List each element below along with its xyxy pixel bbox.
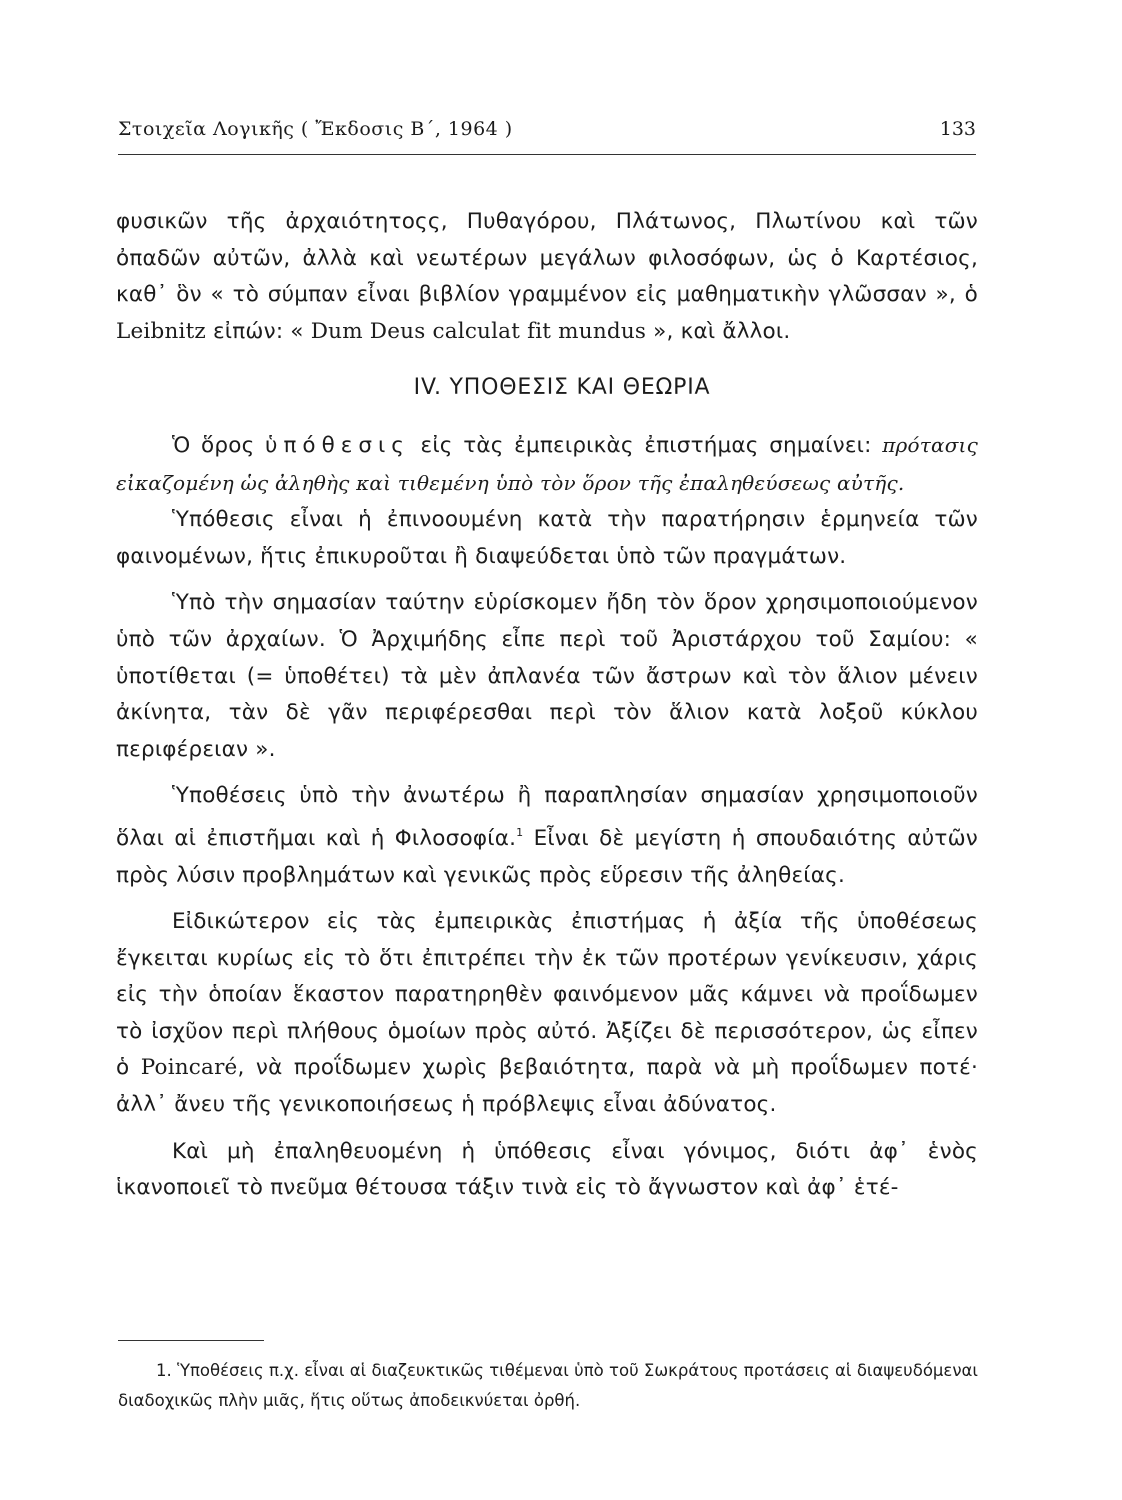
footnote-reference[interactable]: 1 — [516, 825, 524, 839]
paragraph-text: φυσικῶν τῆς ἀρχαιότητοςς, Πυθαγόρου, Πλάτωνος, Πλωτίνου καὶ τῶν ὀπαδῶν αὐτῶν, ἀλλὰ καὶ νεωτέρων μεγάλων φιλοσόφων, ὡς ὁ Καρτέσιος, καθ᾿ ὃν « τὸ σύμπαν εἶναι βιβλίον γραμμένον εἰς μαθηματικὴν γλῶσσαν », ὁ — [116, 209, 978, 308]
latin-quote: Dum Deus calculat fit mundus — [310, 318, 647, 344]
paragraph-text: εἰπών: « — [205, 318, 311, 344]
running-header — [118, 118, 976, 155]
footnote — [118, 1356, 978, 1416]
page-number: 133 — [939, 118, 976, 140]
section-heading: IV. ΥΠΟΘΕΣΙΣ ΚΑΙ ΘΕΩΡΙΑ — [413, 375, 711, 401]
main-text — [116, 204, 978, 1207]
paragraph-text: , νὰ προΐδωμεν χωρὶς βεβαιότητα, παρὰ νὰ μὴ προΐδωμεν ποτέ· ἀλλ᾿ ἄνευ τῆς γενικοποιήσεως ἡ πρόβλεψις εἶναι ἀδύνατος. — [116, 1055, 979, 1118]
running-title: Στοιχεῖα Λογικῆς ( Ἔκδοσις Β΄, 1964 ) — [118, 118, 513, 140]
paragraph-text: Ὑποθέσεις ὑπὸ τὴν ἀνωτέρω ἢ παραπλησίαν σημασίαν χρησιμοποιοῦν ὅλαι αἱ ἐπιστῆμαι καὶ ἡ Φιλοσοφία. — [116, 783, 978, 851]
name-poincare: Poincaré — [140, 1055, 238, 1081]
paragraph: Καὶ μὴ ἐπαληθευομένη ἡ ὑπόθεσις εἶναι γόνιμος, διότι ἀφ᾿ ἑνὸς ἱκανοποιεῖ τὸ πνεῦμα θέτουσα τάξιν τινὰ εἰς τὸ ἄγνωστον καὶ ἀφ᾿ ἑτέ- — [116, 1138, 978, 1201]
italic-definition: πρότασις εἰκαζομένη ὡς ἀληθὴς καὶ τιθεμένη ὑπὸ τὸν ὅρον τῆς ἐπαληθεύσεως αὐτῆς. — [116, 432, 978, 495]
footnote-text — [118, 1356, 978, 1416]
spaced-term: ὑπόθεσις — [265, 432, 410, 458]
paragraph — [116, 904, 978, 1124]
paragraph — [116, 778, 978, 894]
paragraph-definition — [116, 427, 978, 502]
paragraph-text: », καὶ ἄλλοι. — [646, 318, 791, 344]
footnote-body: Ὑποθέσεις π.χ. εἶναι αἱ διαζευκτικῶς τιθέμεναι ὑπὸ τοῦ Σωκράτους προτάσεις αἱ διαψευδόμεναι διαδοχικῶς πλὴν μιᾶς, ἥτις οὕτως ἀποδεικνύεται ὀρθή. — [118, 1361, 979, 1410]
paragraph-text: εἰς τὰς ἐμπειρικὰς ἐπιστήμας σημαίνει: — [409, 432, 883, 458]
paragraph: Ὑπόθεσις εἶναι ἡ ἐπινοουμένη κατὰ τὴν παρατήρησιν ἑρμηνεία τῶν φαινομένων, ἥτις ἐπικυροῦται ἢ διαψεύδεται ὑπὸ τῶν πραγμάτων. — [116, 507, 978, 569]
footnote-number: 1. — [156, 1361, 172, 1380]
footnote-divider — [118, 1340, 264, 1341]
paragraph: Ὑπὸ τὴν σημασίαν ταύτην εὑρίσκομεν ἤδη τὸν ὅρον χρησιμοποιούμενον ὑπὸ τῶν ἀρχαίων. Ὁ Ἀρχιμήδης εἶπε περὶ τοῦ Ἀριστάρχου τοῦ Σαμίου: « ὑποτίθεται (= ὑποθέτει) τὰ μὲν ἀπλανέα τῶν ἄστρων καὶ τὸν ἅλιον μένειν ἀκίνητα, τὰν δὲ γᾶν περιφέρεσθαι περὶ τὸν ἅλιον κατὰ λοξοῦ κύκλου περιφέρειαν ». — [116, 590, 978, 762]
paragraph-text: Εἰδικώτερον εἰς τὰς ἐμπειρικὰς ἐπιστήμας ἡ ἀξία τῆς ὑποθέσεως ἔγκειται κυρίως εἰς τὸ ὅτι ἐπιτρέπει τὴν ἐκ τῶν προτέρων γενίκευσιν, χάρις εἰς τὴν ὁποίαν ἕκαστον παρατηρηθὲν φαινόμενον μᾶς κάμνει νὰ προΐδωμεν τὸ ἰσχῦον περὶ πλήθους ὁμοίων πρὸς αὐτό. Ἀξίζει δὲ περισσότερον, ὡς εἶπεν ὁ — [116, 909, 978, 1081]
name-leibnitz: Leibnitz — [116, 318, 206, 344]
paragraph-text: Ὁ ὅρος — [172, 432, 266, 458]
paragraph-text: Εἶναι δὲ μεγίστη ἡ σπουδαιότης αὐτῶν πρὸς λύσιν προβλημάτων καὶ γενικῶς πρὸς εὕρεσιν τῆς ἀληθείας. — [116, 825, 978, 888]
paragraph-continuation — [116, 204, 978, 350]
